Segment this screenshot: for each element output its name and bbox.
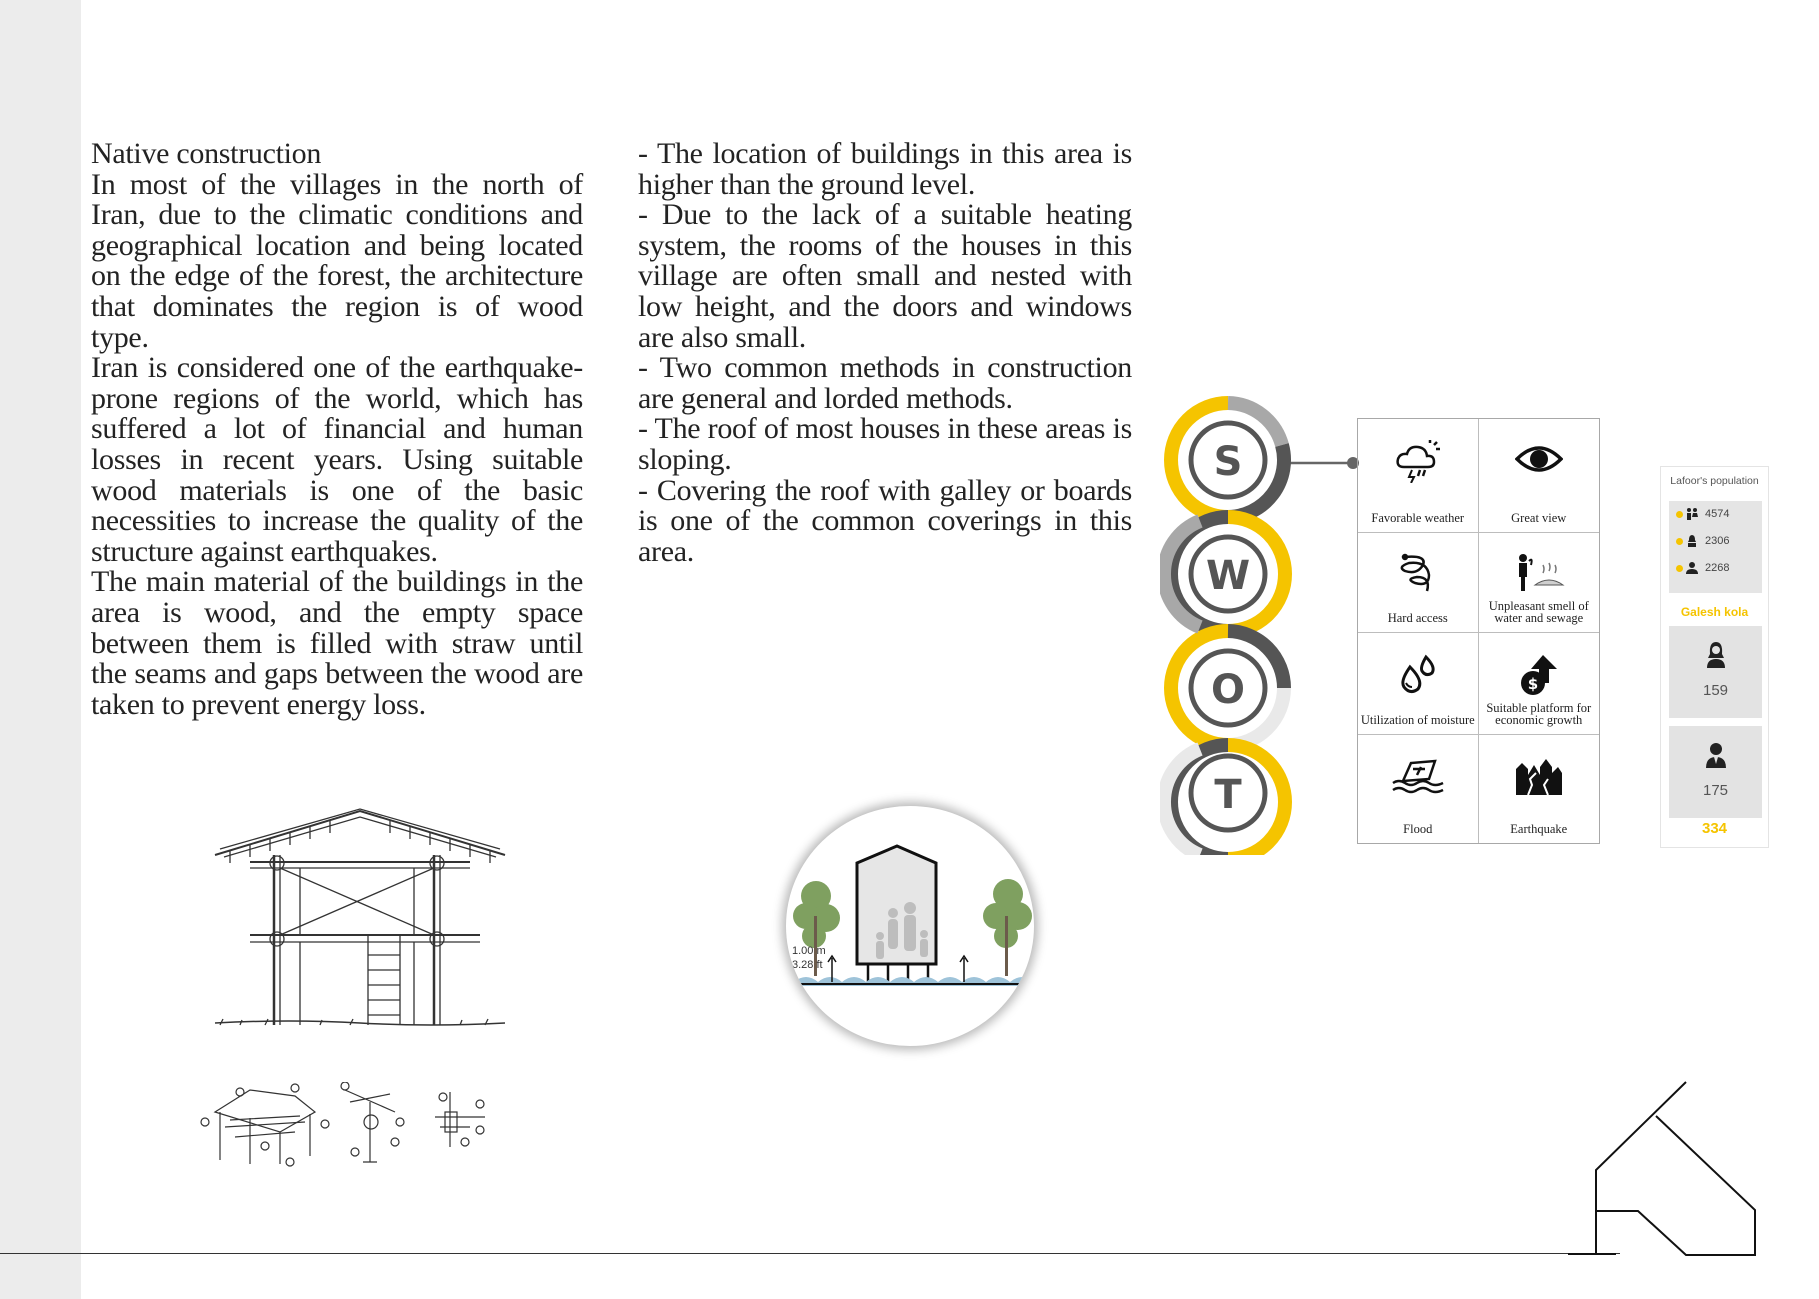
native-construction-text [91, 139, 583, 720]
swot-letter-w: W [1205, 553, 1251, 599]
swot-letter-o: O [1210, 667, 1246, 713]
height-metric-label: 1.00 m [792, 945, 826, 957]
population-panel [1660, 466, 1769, 848]
section-heading: Native construction [91, 137, 322, 170]
swot-rings [1160, 395, 1360, 855]
tangled-road-icon [1397, 553, 1439, 593]
paragraph-climate: In most of the villages in the north of Iran, due to the climatic conditions and geographical location and being located on the edge of the forest, the architecture that dominates the region is of wood type. [91, 167, 583, 354]
population-total: 334 [1701, 820, 1728, 837]
swot-item-economic-growth [1479, 633, 1600, 735]
water-drops-icon [1396, 653, 1440, 695]
women-count: 159 [1702, 682, 1729, 699]
man-icon [1705, 742, 1727, 768]
couple-icon [1686, 508, 1698, 520]
swot-letter-s: S [1213, 439, 1243, 485]
side-margin [0, 0, 81, 1299]
building-features-text [638, 139, 1132, 567]
house-section-diagram [780, 800, 1040, 1052]
swot-item-favorable-weather [1358, 419, 1479, 533]
feature-roof-covering: - Covering the roof with galley or boards is one of the common coverings in this area. [638, 473, 1132, 568]
swot-item-hard-access [1358, 533, 1479, 633]
height-imperial-label: 3.28 ft [792, 959, 823, 971]
stat-value: 4574 [1705, 508, 1730, 520]
footer-rule [0, 1253, 1620, 1254]
stat-value: 2306 [1705, 535, 1730, 547]
swot-item-label: Utilization of moisture [1360, 713, 1475, 727]
population-title: Lafoor's population [1670, 475, 1759, 487]
swot-item-label: Great view [1511, 511, 1567, 525]
stat-men-row [1676, 562, 1729, 574]
swot-item-label: Unpleasant smell of water and sewage [1488, 599, 1589, 625]
swot-item-label: Flood [1403, 822, 1433, 836]
paragraph-materials: The main material of the buildings in the area is wood, and the empty space between them is filled with straw until the seams and gaps between the wood are taken to prevent energy loss. [91, 565, 583, 721]
swot-item-label: Suitable platform for economic growth [1486, 701, 1592, 727]
swot-item-label: Hard access [1387, 611, 1448, 625]
sewage-smell-icon [1513, 553, 1565, 593]
swot-item-great-view [1479, 419, 1600, 533]
tree-right-icon [983, 879, 1032, 976]
swot-item-unpleasant-smell [1479, 533, 1600, 633]
storm-cloud-icon [1394, 439, 1442, 483]
wooden-structure-sketch [210, 805, 510, 1030]
swot-letter-t: T [1214, 772, 1242, 818]
stat-value: 2268 [1705, 562, 1730, 574]
swot-item-label: Earthquake [1510, 822, 1568, 836]
money-growth-icon [1517, 653, 1561, 697]
earthquake-icon [1514, 755, 1564, 797]
feature-ground-level: - The location of buildings in this area is higher than the ground level. [638, 137, 1132, 201]
house-logo-icon [1568, 1080, 1763, 1258]
feature-sloping-roof: - The roof of most houses in these areas is sloping. [638, 412, 1132, 476]
men-count: 175 [1702, 782, 1729, 799]
paragraph-earthquake: Iran is considered one of the earthquake-prone regions of the world, which has suffered a lot of financial and human losses in recent years. Using suitable wood materials is one of the basic necessities to increase the quality of the structure against earthquakes. [91, 351, 583, 568]
stat-women-row [1676, 535, 1729, 547]
population-stats [1669, 501, 1762, 593]
woman-icon [1705, 642, 1727, 668]
eye-icon [1515, 439, 1563, 479]
stat-total-row [1676, 508, 1729, 520]
women-count-box [1669, 626, 1762, 718]
swot-item-flood [1358, 735, 1479, 843]
swot-item-label: Favorable weather [1371, 511, 1465, 525]
village-name: Galesh kola [1680, 605, 1749, 619]
flood-icon [1391, 755, 1445, 797]
svg-text:$: $ [1527, 675, 1538, 693]
feature-methods: - Two common methods in construction are general and lorded methods. [638, 351, 1132, 415]
swot-item-moisture [1358, 633, 1479, 735]
man-icon [1686, 562, 1698, 574]
swot-item-earthquake [1479, 735, 1600, 843]
men-count-box [1669, 726, 1762, 818]
feature-small-rooms: - Due to the lack of a suitable heating system, the rooms of the houses in this village are often small and nested with low height, and the doors and windows are also small. [638, 198, 1132, 354]
swot-grid [1357, 418, 1600, 844]
joint-detail-sketches [195, 1082, 515, 1168]
woman-icon [1686, 535, 1698, 547]
